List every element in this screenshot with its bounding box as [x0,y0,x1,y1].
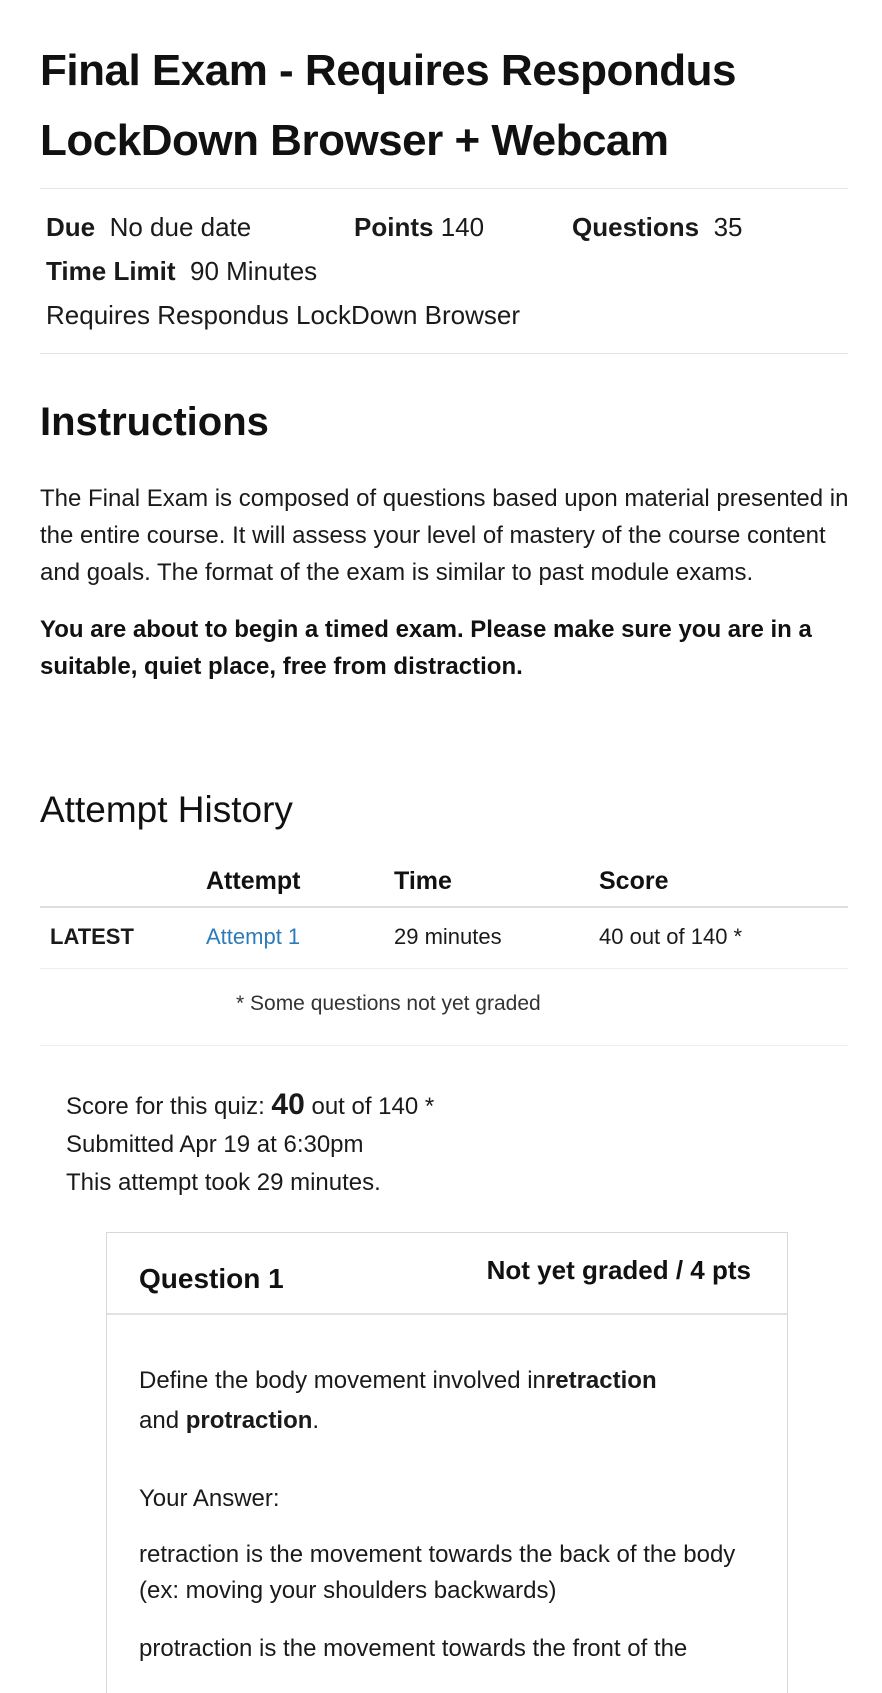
column-header-status [40,857,206,907]
student-answer [139,1537,755,1667]
attempt-cell [206,907,394,969]
time-limit-value: 90 Minutes [190,256,318,286]
quiz-description: The Final Exam is composed of questions based upon material presented in the entire course. It will assess your level of mastery of the course content and goals. The format of the exam is similar to past module exams. [40,485,849,586]
question-status: Not yet graded / 4 pts [486,1255,751,1285]
questions-value: 35 [713,212,743,242]
column-header-attempt: Attempt [206,857,394,907]
your-answer-label: Your Answer: [139,1485,280,1512]
score-summary [40,1086,848,1202]
quiz-title: Final Exam - Requires Respondus LockDown Browser + Webcam [40,46,736,165]
question-card [106,1232,788,1693]
latest-badge: LATEST [40,907,206,969]
submitted-timestamp: Submitted Apr 19 at 6:30pm [66,1131,364,1158]
divider [40,353,848,354]
question-title: Question 1 [139,1263,284,1294]
lockdown-requirement: Requires Respondus LockDown Browser [46,300,521,330]
attempt-duration: This attempt took 29 minutes. [66,1169,381,1196]
table-header-row [40,857,848,907]
ungraded-note: * Some questions not yet graded [40,989,848,1046]
prompt-end: . [312,1407,320,1434]
due-detail [46,205,251,249]
points-detail [354,205,484,249]
table-row [40,907,848,969]
points-value: 140 [440,212,485,242]
time-limit-detail [46,249,842,293]
prompt-text: and [139,1407,186,1434]
quiz-page [40,0,848,1693]
column-header-time: Time [394,857,599,907]
points-label: Points [354,212,434,242]
column-header-score: Score [599,857,848,907]
instructions-heading: Instructions [40,400,269,444]
score-prefix: Score for this quiz: [66,1093,272,1120]
timed-exam-warning: You are about to begin a timed exam. Please make sure you are in a suitable, quiet place, free from distraction. [40,616,812,680]
attempt-history-heading: Attempt History [40,789,293,830]
score-suffix: out of 140 * [304,1093,435,1120]
due-value: No due date [109,212,252,242]
quiz-score-line [66,1086,848,1126]
attempt-history-table [40,857,848,969]
due-label: Due [46,212,96,242]
score-cell: 40 out of 140 * [599,907,848,969]
prompt-term-retraction: retraction [545,1367,657,1394]
question-prompt [139,1361,755,1441]
questions-label: Questions [572,212,700,242]
questions-detail [572,205,743,249]
score-value: 40 [271,1088,305,1121]
time-cell: 29 minutes [394,907,599,969]
attempt-1-link[interactable]: Attempt 1 [206,924,301,949]
quiz-details [40,189,848,353]
prompt-text: Define the body movement involved in [139,1367,546,1394]
time-limit-label: Time Limit [46,256,176,286]
question-body [107,1315,787,1667]
prompt-term-protraction: protraction [185,1407,313,1434]
question-header [107,1233,787,1315]
answer-paragraph: protraction is the movement towards the front of the [139,1635,688,1662]
answer-paragraph: retraction is the movement towards the back of the body (ex: moving your shoulders backwards) [139,1541,736,1604]
